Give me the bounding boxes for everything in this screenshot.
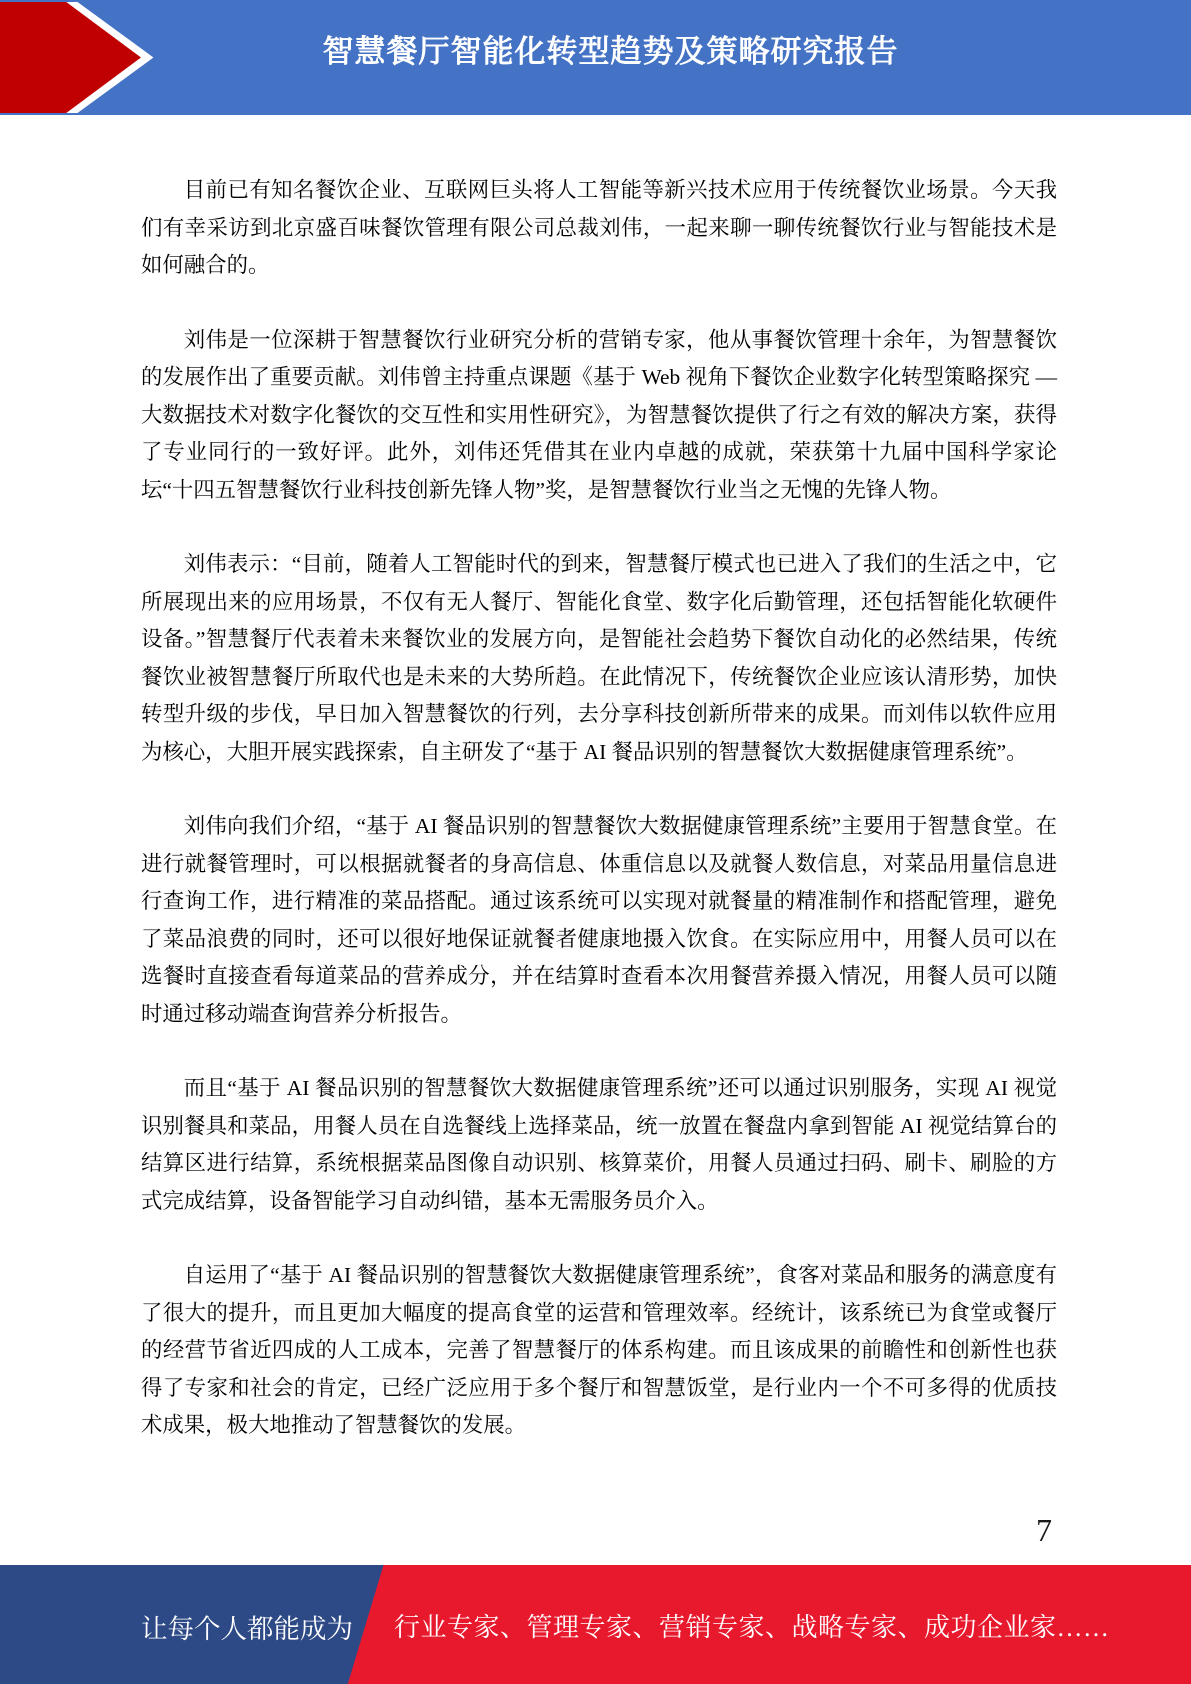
- paragraph-6: 自运用了“基于 AI 餐品识别的智慧餐饮大数据健康管理系统”，食客对菜品和服务的满意度有了很大的提升，而且更加大幅度的提高食堂的运营和管理效率。经统计，该系统已为食堂或餐厅的经营节省近四成的人工成本，完善了智慧餐厅的体系构建。而且该成果的前瞻性和创新性也获得了专家和社会的肯定，已经广泛应用于多个餐厅和智慧饭堂，是行业内一个不可多得的优质技术成果，极大地推动了智慧餐饮的发展。: [141, 1263, 1057, 1437]
- footer-slogan-right: 行业专家、管理专家、营销专家、战略专家、成功企业家……: [394, 1613, 1110, 1642]
- footer-slogan-left: 让每个人都能成为: [141, 1614, 353, 1644]
- paragraph-1: 目前已有知名餐饮企业、互联网巨头将人工智能等新兴技术应用于传统餐饮业场景。今天我们有幸采访到北京盛百味餐饮管理有限公司总裁刘伟，一起来聊一聊传统餐饮行业与智能技术是如何融合的。: [141, 178, 1057, 277]
- paragraph-4: 刘伟向我们介绍，“基于 AI 餐品识别的智慧餐饮大数据健康管理系统”主要用于智慧食堂。在进行就餐管理时，可以根据就餐者的身高信息、体重信息以及就餐人数信息，对菜品用量信息进行查询工作，进行精准的菜品搭配。通过该系统可以实现对就餐量的精准制作和搭配管理，避免了菜品浪费的同时，还可以很好地保证就餐者健康地摄入饮食。在实际应用中，用餐人员可以在选餐时直接查看每道菜品的营养成分，并在结算时查看本次用餐营养摄入情况，用餐人员可以随时通过移动端查询营养分析报告。: [141, 814, 1057, 1026]
- paragraph-3: 刘伟表示：“目前，随着人工智能时代的到来，智慧餐厅模式也已进入了我们的生活之中，它所展现出来的应用场景，不仅有无人餐厅、智能化食堂、数字化后勤管理，还包括智能化软硬件设备。”智慧餐厅代表着未来餐饮业的发展方向，是智能社会趋势下餐饮自动化的必然结果，传统餐饮业被智慧餐厅所取代也是未来的大势所趋。在此情况下，传统餐饮企业应该认清形势，加快转型升级的步伐，早日加入智慧餐饮的行列，去分享科技创新所带来的成果。而刘伟以软件应用为核心，大胆开展实践探索，自主研发了“基于 AI 餐品识别的智慧餐饮大数据健康管理系统”。: [141, 552, 1057, 764]
- header-banner: [0, 0, 1191, 115]
- footer-banner: [0, 1565, 1191, 1684]
- report-body: [141, 172, 1057, 1482]
- page-number: 7: [1036, 1512, 1052, 1548]
- paragraph-5: 而且“基于 AI 餐品识别的智慧餐饮大数据健康管理系统”还可以通过识别服务，实现 AI 视觉识别餐具和菜品，用餐人员在自选餐线上选择菜品，统一放置在餐盘内拿到智能 AI 视觉结算台的结算区进行结算，系统根据菜品图像自动识别、核算菜价，用餐人员通过扫码、刷卡、刷脸的方式完成结算，设备智能学习自动纠错，基本无需服务员介入。: [141, 1076, 1057, 1213]
- paragraph-2: 刘伟是一位深耕于智慧餐饮行业研究分析的营销专家，他从事餐饮管理十余年，为智慧餐饮的发展作出了重要贡献。刘伟曾主持重点课题《基于 Web 视角下餐饮企业数字化转型策略探究 — 大数据技术对数字化餐饮的交互性和实用性研究》，为智慧餐饮提供了行之有效的解决方案，获得了专业同行的一致好评。此外，刘伟还凭借其在业内卓越的成就，荣获第十九届中国科学家论坛“十四五智慧餐饮行业科技创新先锋人物”奖，是智慧餐饮行业当之无愧的先锋人物。: [141, 327, 1057, 502]
- report-title: 智慧餐厅智能化转型趋势及策略研究报告: [322, 34, 899, 69]
